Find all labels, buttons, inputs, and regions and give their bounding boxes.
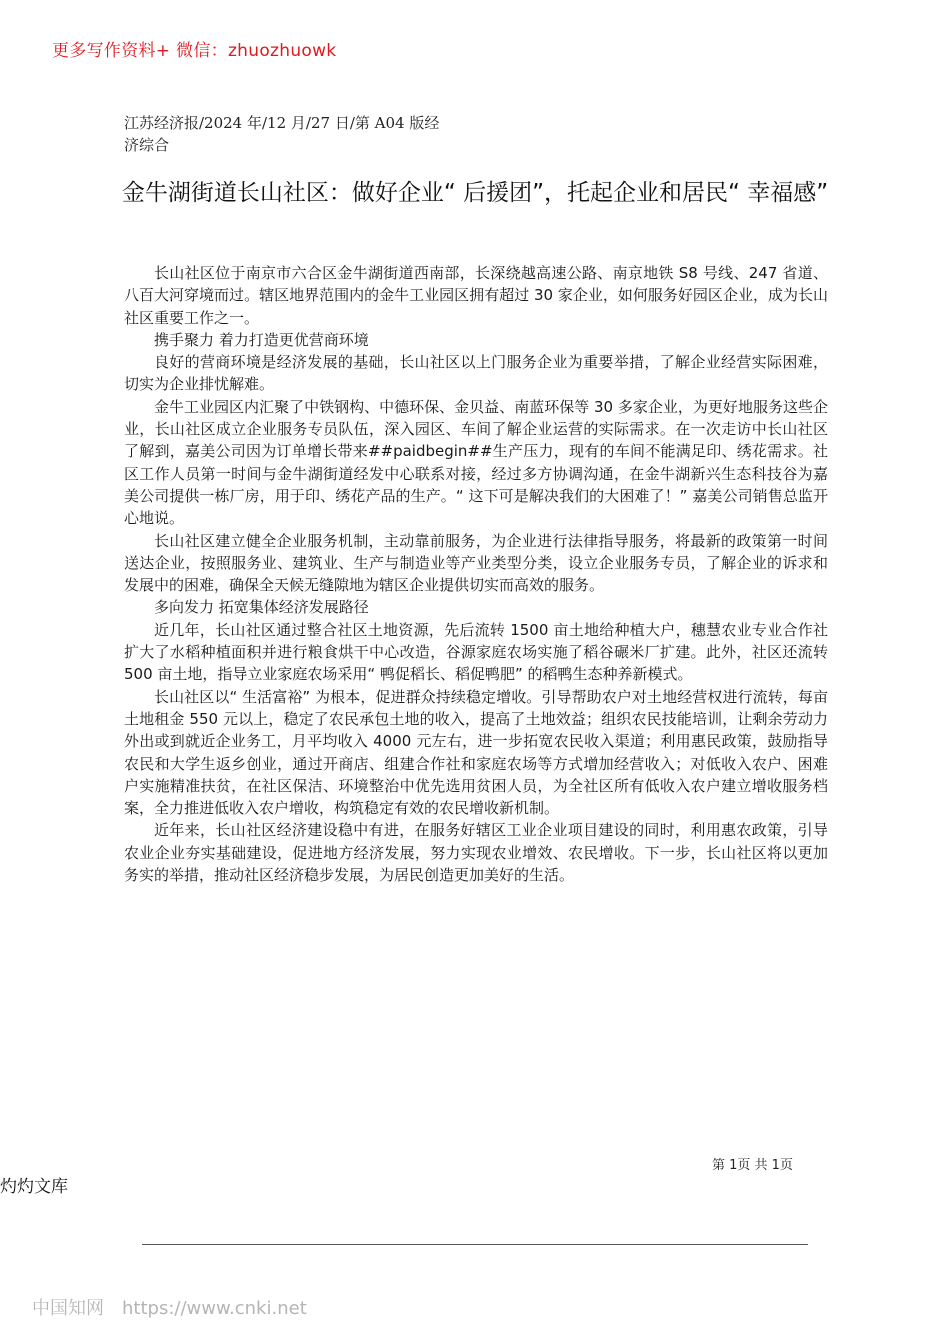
paragraph: 金牛工业园区内汇聚了中铁钢构、中德环保、金贝益、南蓝环保等 30 多家企业，为更好地服务这些企业，长山社区成立企业服务专员队伍，深入园区、车间了解企业运营的实际需求。在一次走访中长山社区了解到，嘉美公司因为订单增长带来##paidbegin##生产压力，现有的车间不能满足印、绣花需求。社区工作人员第一时间与金牛湖街道经发中心联系对接，经过多方协调沟通，在金牛湖新兴生态科技谷为嘉美公司提供一栋厂房，用于印、绣花产品的生产。“ 这下可是解决我们的大困难了！” 嘉美公司销售总监开心地说。	[124, 397, 828, 528]
paragraph: 长山社区建立健全企业服务机制，主动靠前服务，为企业进行法律指导服务，将最新的政策第一时间送达企业，按照服务业、建筑业、生产与制造业等产业类型分类，设立企业服务专员，了解企业的诉求和发展中的困难，确保全天候无缝隙地为辖区企业提供切实而高效的服务。	[124, 531, 828, 595]
article-source: 江苏经济报/2024 年/12 月/27 日/第 A04 版经济综合	[124, 114, 440, 154]
watermark-url: https://www.cnki.net	[122, 1298, 307, 1319]
paragraph: 近几年，长山社区通过整合社区土地资源，先后流转 1500 亩土地给种植大户，穗慧农业专业合作社扩大了水稻种植面积并进行粮食烘干中心改造，谷源家庭农场实施了稻谷碾米厂扩建。此外，社区还流转 500 亩土地，指导立业家庭农场采用“ 鸭促稻长、稻促鸭肥” 的稻鸭生态种养新模式。	[124, 620, 828, 684]
paragraph: 良好的营商环境是经济发展的基础，长山社区以上门服务企业为重要举措，了解企业经营实际困难，切实为企业排忧解难。	[124, 353, 828, 394]
watermark	[32, 1294, 307, 1320]
watermark-brand: 中国知网	[32, 1298, 104, 1319]
library-name: 灼灼文库	[0, 1177, 68, 1197]
article-body	[124, 262, 828, 886]
section-heading: 多向发力 拓宽集体经济发展路径	[154, 598, 369, 617]
promo-banner[interactable]: 更多写作资料+ 微信：zhuozhuowk	[52, 41, 337, 61]
article-title: 金牛湖街道长山社区：做好企业“ 后援团”，托起企业和居民“ 幸福感”	[121, 180, 829, 206]
page-number: 第 1页 共 1页	[712, 1158, 793, 1173]
paragraph: 近年来，长山社区经济建设稳中有进，在服务好辖区工业企业项目建设的同时，利用惠农政策，引导农业企业夯实基础建设，促进地方经济发展，努力实现农业增效、农民增收。下一步，长山社区将以更加务实的举措，推动社区经济稳步发展，为居民创造更加美好的生活。	[124, 821, 828, 885]
paragraph: 长山社区以“ 生活富裕” 为根本，促进群众持续稳定增收。引导帮助农户对土地经营权进行流转，每亩土地租金 550 元以上，稳定了农民承包土地的收入，提高了土地效益；组织农民技能培训，让剩余劳动力外出或到就近企业务工，月平均收入 4000 元左右，进一步拓宽农民收入渠道；利用惠民政策，鼓励指导农民和大学生返乡创业，通过开商店、组建合作社和家庭农场等方式增加经营收入；对低收入农户、困难户实施精准扶贫，在社区保洁、环境整治中优先选用贫困人员，为全社区所有低收入农户建立增收服务档案，全力推进低收入农户增收，构筑稳定有效的农民增收新机制。	[124, 687, 828, 818]
paragraph: 长山社区位于南京市六合区金牛湖街道西南部，长深绕越高速公路、南京地铁 S8 号线、247 省道、八百大河穿境而过。辖区地界范围内的金牛工业园区拥有超过 30 家企业，如何服务好园区企业，成为长山社区重要工作之一。	[124, 264, 828, 327]
footer-divider	[142, 1244, 808, 1245]
section-heading: 携手聚力 着力打造更优营商环境	[154, 330, 369, 349]
